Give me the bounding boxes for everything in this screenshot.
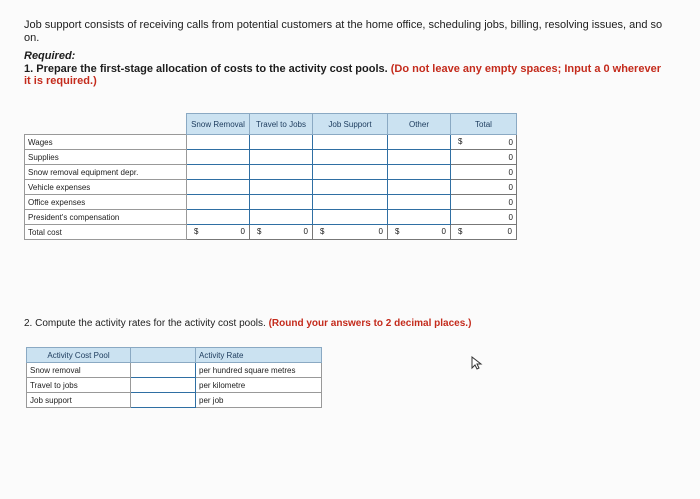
row-total: 0 <box>451 165 517 180</box>
header-travel-to-jobs: Travel to Jobs <box>250 114 313 135</box>
dollar-sign: $ <box>395 227 400 236</box>
input-cell[interactable] <box>250 165 313 180</box>
allocation-table <box>24 113 517 240</box>
row-total: 0 <box>451 150 517 165</box>
header-total: Total <box>451 114 517 135</box>
requirement-2 <box>24 318 471 329</box>
total-job-support <box>313 225 388 240</box>
table-row <box>25 195 517 210</box>
activity-rates-table <box>26 347 322 408</box>
input-cell[interactable] <box>250 135 313 150</box>
input-cell[interactable] <box>313 165 388 180</box>
table-row <box>25 180 517 195</box>
header-snow-removal: Snow Removal <box>187 114 250 135</box>
input-cell[interactable] <box>250 210 313 225</box>
row-label-vehicle-expenses: Vehicle expenses <box>25 180 187 195</box>
pool-snow-removal: Snow removal <box>27 363 131 378</box>
required-heading: Required: <box>24 50 76 62</box>
input-cell[interactable] <box>250 180 313 195</box>
table-row <box>27 393 322 408</box>
dollar-sign: $ <box>257 227 262 236</box>
row-total: 0 <box>451 180 517 195</box>
input-cell[interactable] <box>388 135 451 150</box>
input-cell[interactable] <box>388 180 451 195</box>
input-cell[interactable] <box>388 195 451 210</box>
total-other <box>388 225 451 240</box>
input-cell[interactable] <box>187 165 250 180</box>
total-snow-removal <box>187 225 250 240</box>
requirement-2-text: 2. Compute the activity rates for the activity cost pools. <box>24 318 266 329</box>
rate-unit: per hundred square metres <box>196 363 322 378</box>
input-cell[interactable] <box>313 195 388 210</box>
input-cell[interactable] <box>187 195 250 210</box>
rate-input[interactable] <box>131 378 196 393</box>
input-cell[interactable] <box>313 135 388 150</box>
header-other: Other <box>388 114 451 135</box>
requirement-2-note: (Round your answers to 2 decimal places.) <box>268 318 472 329</box>
pool-job-support: Job support <box>27 393 131 408</box>
input-cell[interactable] <box>250 195 313 210</box>
input-cell[interactable] <box>187 180 250 195</box>
row-total: 0 <box>451 210 517 225</box>
row-total <box>451 135 517 150</box>
table-row <box>25 150 517 165</box>
input-cell[interactable] <box>187 150 250 165</box>
row-label-snow-removal-depr: Snow removal equipment depr. <box>25 165 187 180</box>
table-row <box>27 363 322 378</box>
total-total <box>451 225 517 240</box>
input-cell[interactable] <box>250 150 313 165</box>
input-cell[interactable] <box>388 150 451 165</box>
table-row <box>25 165 517 180</box>
rate-unit: per job <box>196 393 322 408</box>
requirement-1-text: 1. Prepare the first-stage allocation of costs to the activity cost pools. <box>24 63 388 75</box>
total-value: 0 <box>441 227 446 236</box>
total-row <box>25 225 517 240</box>
input-cell[interactable] <box>313 180 388 195</box>
row-total: 0 <box>451 195 517 210</box>
table-row <box>25 210 517 225</box>
input-cell[interactable] <box>313 210 388 225</box>
total-value: 0 <box>507 227 512 236</box>
row-label-supplies: Supplies <box>25 150 187 165</box>
dollar-sign: $ <box>320 227 325 236</box>
header-blank <box>25 114 187 135</box>
requirement-1 <box>24 63 664 87</box>
header-job-support: Job Support <box>313 114 388 135</box>
total-value: 0 <box>303 227 308 236</box>
dollar-sign: $ <box>194 227 199 236</box>
row-label-presidents-compensation: President's compensation <box>25 210 187 225</box>
input-cell[interactable] <box>388 210 451 225</box>
dollar-sign: $ <box>458 137 463 146</box>
table-row <box>25 135 517 150</box>
table-row <box>27 378 322 393</box>
header-activity-rate: Activity Rate <box>196 348 322 363</box>
input-cell[interactable] <box>388 165 451 180</box>
rate-unit: per kilometre <box>196 378 322 393</box>
input-cell[interactable] <box>187 210 250 225</box>
row-label-wages: Wages <box>25 135 187 150</box>
pool-travel-to-jobs: Travel to jobs <box>27 378 131 393</box>
total-value: 0 <box>240 227 245 236</box>
total-travel-to-jobs <box>250 225 313 240</box>
total-value: 0 <box>378 227 383 236</box>
row-label-office-expenses: Office expenses <box>25 195 187 210</box>
mouse-cursor-icon <box>470 356 484 370</box>
dollar-sign: $ <box>458 227 463 236</box>
rate-input[interactable] <box>131 363 196 378</box>
row-total-value: 0 <box>508 137 513 147</box>
header-blank <box>131 348 196 363</box>
rate-input[interactable] <box>131 393 196 408</box>
input-cell[interactable] <box>313 150 388 165</box>
intro-text: Job support consists of receiving calls from potential customers at the home office, scheduling jobs, billing, resolving issues, and so on. <box>24 19 663 44</box>
requirement-1-note: (Do not leave any empty spaces; Input a 0 wherever it is required.) <box>24 63 661 87</box>
input-cell[interactable] <box>187 135 250 150</box>
header-activity-cost-pool: Activity Cost Pool <box>27 348 131 363</box>
row-label-total-cost: Total cost <box>25 225 187 240</box>
